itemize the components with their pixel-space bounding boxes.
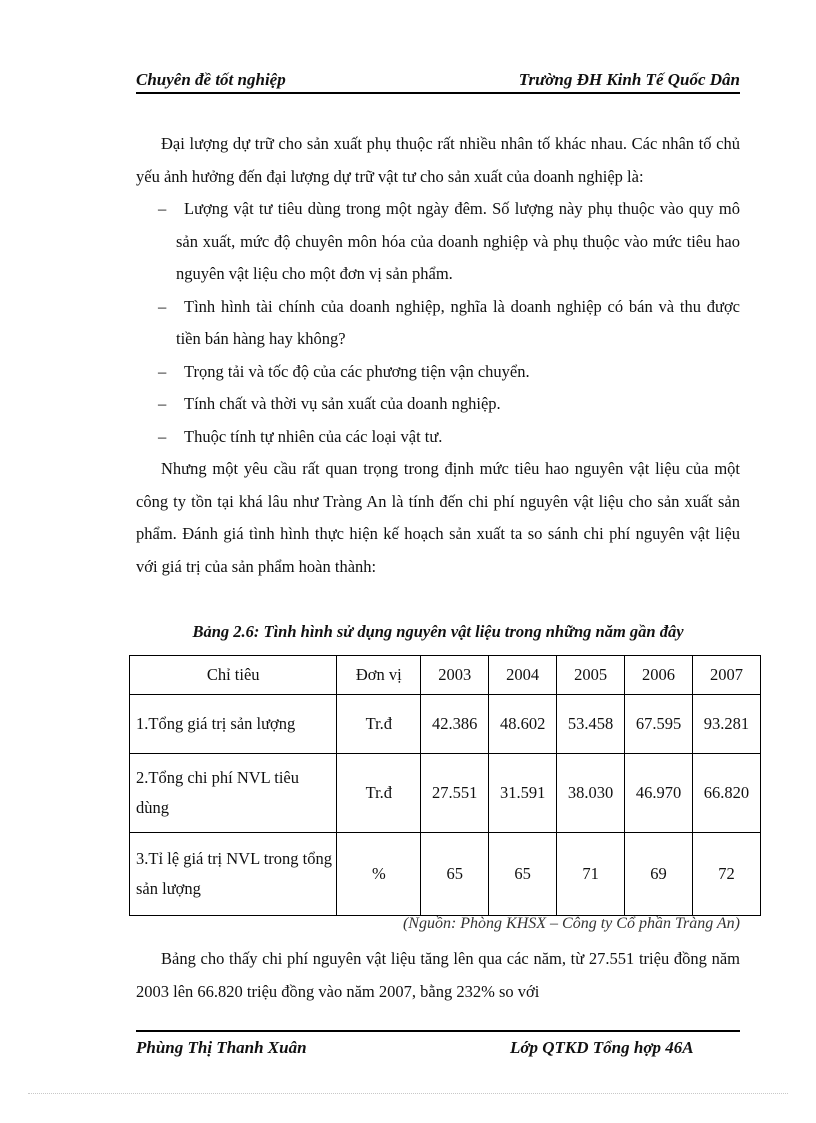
bullet-text: Trọng tải và tốc độ của các phương tiện vận chuyển. bbox=[184, 361, 530, 381]
page-bottom-divider bbox=[28, 1093, 788, 1094]
header-title-right: Trường ĐH Kinh Tế Quốc Dân bbox=[518, 70, 740, 89]
bullet-dash: – bbox=[158, 361, 167, 381]
value-cell: 65 bbox=[421, 833, 489, 916]
body-text-upper bbox=[136, 128, 740, 583]
value-cell: 72 bbox=[692, 833, 760, 916]
table-row bbox=[130, 754, 761, 833]
bullet-text: Tình hình tài chính của doanh nghiệp, nghĩa là doanh nghiệp có bán và thu được tiền bán hàng hay không? bbox=[176, 296, 740, 348]
bullet-dash: – bbox=[158, 199, 167, 218]
table-header-row bbox=[130, 656, 761, 695]
paragraph-3: Bảng cho thấy chi phí nguyên vật liệu tăng lên qua các năm, từ 27.551 triệu đồng năm 2003 lên 66.820 triệu đồng vào năm 2007, bằng 232% so với bbox=[136, 949, 740, 1001]
bullet-text: Thuộc tính tự nhiên của các loại vật tư. bbox=[184, 426, 443, 446]
value-cell: 69 bbox=[625, 833, 693, 916]
unit-cell: % bbox=[337, 833, 421, 916]
value-cell: 38.030 bbox=[557, 754, 625, 833]
value-cell: 48.602 bbox=[489, 695, 557, 754]
table-row bbox=[130, 695, 761, 754]
value-cell: 71 bbox=[557, 833, 625, 916]
value-cell: 66.820 bbox=[692, 754, 760, 833]
table-row bbox=[130, 833, 761, 916]
bullet-item-3 bbox=[136, 356, 740, 389]
value-cell: 67.595 bbox=[625, 695, 693, 754]
header-cell: 2006 bbox=[625, 656, 693, 695]
paragraph-1: Đại lượng dự trữ cho sản xuất phụ thuộc rất nhiều nhân tố khác nhau. Các nhân tố chủ yếu ảnh hưởng đến đại lượng dự trữ vật tư cho sản xuất của doanh nghiệp là: bbox=[136, 134, 740, 186]
bullet-item-2 bbox=[136, 291, 740, 356]
header-title-left: Chuyên đề tốt nghiệp bbox=[136, 70, 286, 89]
header-cell: Đơn vị bbox=[337, 656, 421, 695]
value-cell: 27.551 bbox=[421, 754, 489, 833]
bullet-dash: – bbox=[158, 394, 167, 413]
value-cell: 53.458 bbox=[557, 695, 625, 754]
bullet-dash: – bbox=[158, 296, 167, 316]
value-cell: 93.281 bbox=[692, 695, 760, 754]
table-caption: Bảng 2.6: Tình hình sử dụng nguyên vật liệu trong những năm gần đây bbox=[192, 622, 684, 641]
body-text-lower bbox=[136, 943, 740, 1008]
row-label: 2.Tổng chi phí NVL tiêu dùng bbox=[130, 754, 337, 833]
bullet-item-4 bbox=[136, 388, 740, 421]
unit-cell: Tr.đ bbox=[337, 695, 421, 754]
value-cell: 46.970 bbox=[625, 754, 693, 833]
table-source-note: (Nguồn: Phòng KHSX – Công ty Cổ phần Tràng An) bbox=[402, 915, 740, 932]
value-cell: 31.591 bbox=[489, 754, 557, 833]
footer-author: Phùng Thị Thanh Xuân bbox=[136, 1038, 307, 1057]
page-footer bbox=[136, 1030, 740, 1060]
value-cell: 65 bbox=[489, 833, 557, 916]
row-label: 3.Tỉ lệ giá trị NVL trong tổng sản lượng bbox=[130, 833, 337, 916]
header-cell: 2005 bbox=[557, 656, 625, 695]
material-usage-table bbox=[129, 655, 761, 916]
bullet-dash: – bbox=[158, 426, 167, 446]
header-cell: 2007 bbox=[692, 656, 760, 695]
row-label: 1.Tổng giá trị sản lượng bbox=[130, 695, 337, 754]
page-header bbox=[136, 68, 740, 94]
unit-cell: Tr.đ bbox=[337, 754, 421, 833]
bullet-item-1 bbox=[136, 193, 740, 291]
footer-class: Lớp QTKD Tổng hợp 46A bbox=[510, 1038, 694, 1057]
header-cell: Chỉ tiêu bbox=[130, 656, 337, 695]
paragraph-2: Nhưng một yêu cầu rất quan trọng trong định mức tiêu hao nguyên vật liệu của một công ty tồn tại khá lâu như Tràng An là tính đến chi phí nguyên vật liệu cho sản xuất sản phẩm. Đánh giá tình hình thực hiện kế hoạch sản xuất ta so sánh chi phí nguyên vật liệu với giá trị của sản phẩm hoàn thành: bbox=[136, 459, 740, 576]
value-cell: 42.386 bbox=[421, 695, 489, 754]
bullet-item-5 bbox=[136, 421, 740, 454]
header-cell: 2003 bbox=[421, 656, 489, 695]
bullet-text: Tính chất và thời vụ sản xuất của doanh nghiệp. bbox=[184, 394, 501, 413]
header-cell: 2004 bbox=[489, 656, 557, 695]
bullet-text: Lượng vật tư tiêu dùng trong một ngày đêm. Số lượng này phụ thuộc vào quy mô sản xuất, mức độ chuyên môn hóa của doanh nghiệp và phụ thuộc vào mức tiêu hao nguyên vật liệu cho một đơn vị sản phẩm. bbox=[176, 199, 740, 283]
